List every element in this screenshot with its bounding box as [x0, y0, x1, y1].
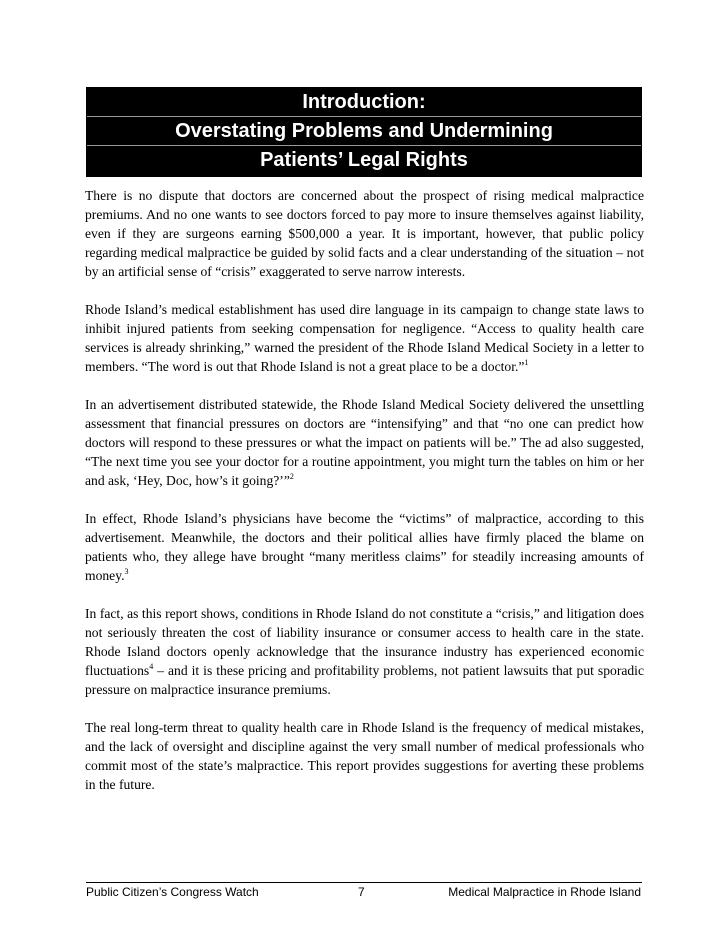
paragraph-2 — [85, 300, 644, 376]
footer-publisher: Public Citizen’s Congress Watch — [86, 885, 259, 899]
title-line-1: Introduction: — [87, 88, 641, 117]
paragraph-4-text: In effect, Rhode Island’s physicians have become the “victims” of malpractice, according to this advertisement. Meanwhile, the doctors and their political allies have firmly placed the blame on patients who, they allege have brought “many meritless claims” for steadily increasing amounts of money. — [85, 511, 644, 583]
footnote-ref-4[interactable]: 4 — [149, 662, 154, 671]
paragraph-3 — [85, 395, 644, 490]
chapter-title-box — [86, 87, 642, 177]
paragraph-5-text-b: – and it is these pricing and profitability problems, not patient lawsuits that put sporadic pressure on malpractice insurance premiums. — [85, 663, 644, 697]
footer-rule — [86, 882, 642, 883]
footnote-ref-1[interactable]: 1 — [524, 358, 529, 367]
body-text — [85, 186, 644, 813]
paragraph-2-text: Rhode Island’s medical establishment has used dire language in its campaign to change state laws to inhibit injured patients from seeking compensation for negligence. “Access to quality health care services is already shrinking,” warned the president of the Rhode Island Medical Society in a letter to members. “The word is out that Rhode Island is not a great place to be a doctor.” — [85, 302, 644, 374]
paragraph-1 — [85, 186, 644, 281]
paragraph-5 — [85, 604, 644, 699]
paragraph-6-text: The real long-term threat to quality health care in Rhode Island is the frequency of medical mistakes, and the lack of oversight and discipline against the very small number of medical professionals who commit most of the state’s malpractice. This report provides suggestions for averting these problems in the future. — [85, 720, 644, 792]
footnote-ref-2[interactable]: 2 — [289, 472, 294, 481]
title-line-3: Patients’ Legal Rights — [260, 149, 468, 171]
title-line-2: Overstating Problems and Undermining — [87, 117, 641, 146]
paragraph-6 — [85, 718, 644, 794]
footer-report-title: Medical Malpractice in Rhode Island — [448, 885, 641, 899]
footnote-ref-3[interactable]: 3 — [124, 567, 129, 576]
paragraph-4 — [85, 509, 644, 585]
page-number: 7 — [358, 885, 365, 899]
paragraph-1-text: There is no dispute that doctors are concerned about the prospect of rising medical malpractice premiums. And no one wants to see doctors forced to pay more to insure themselves against liability, even if they are surgeons earning $500,000 a year. It is important, however, that public policy regarding medical malpractice be guided by solid facts and a clear understanding of the situation – not by an artificial sense of “crisis” exaggerated to serve narrow interests. — [85, 188, 644, 279]
paragraph-5-text-a: In fact, as this report shows, conditions in Rhode Island do not constitute a “crisis,” and litigation does not seriously threaten the cost of liability insurance or consumer access to health care in the state. Rhode Island doctors openly acknowledge that the insurance industry has experienced economic fluctuations — [85, 606, 644, 678]
paragraph-3-text: In an advertisement distributed statewide, the Rhode Island Medical Society delivered the unsettling assessment that financial pressures on doctors are “intensifying” and that “no one can predict how doctors will respond to these pressures or what the impact on patients will be.” The ad also suggested, “The next time you see your doctor for a routine appointment, you might turn the tables on him or her and ask, ‘Hey, Doc, how’s it going?’” — [85, 397, 644, 488]
